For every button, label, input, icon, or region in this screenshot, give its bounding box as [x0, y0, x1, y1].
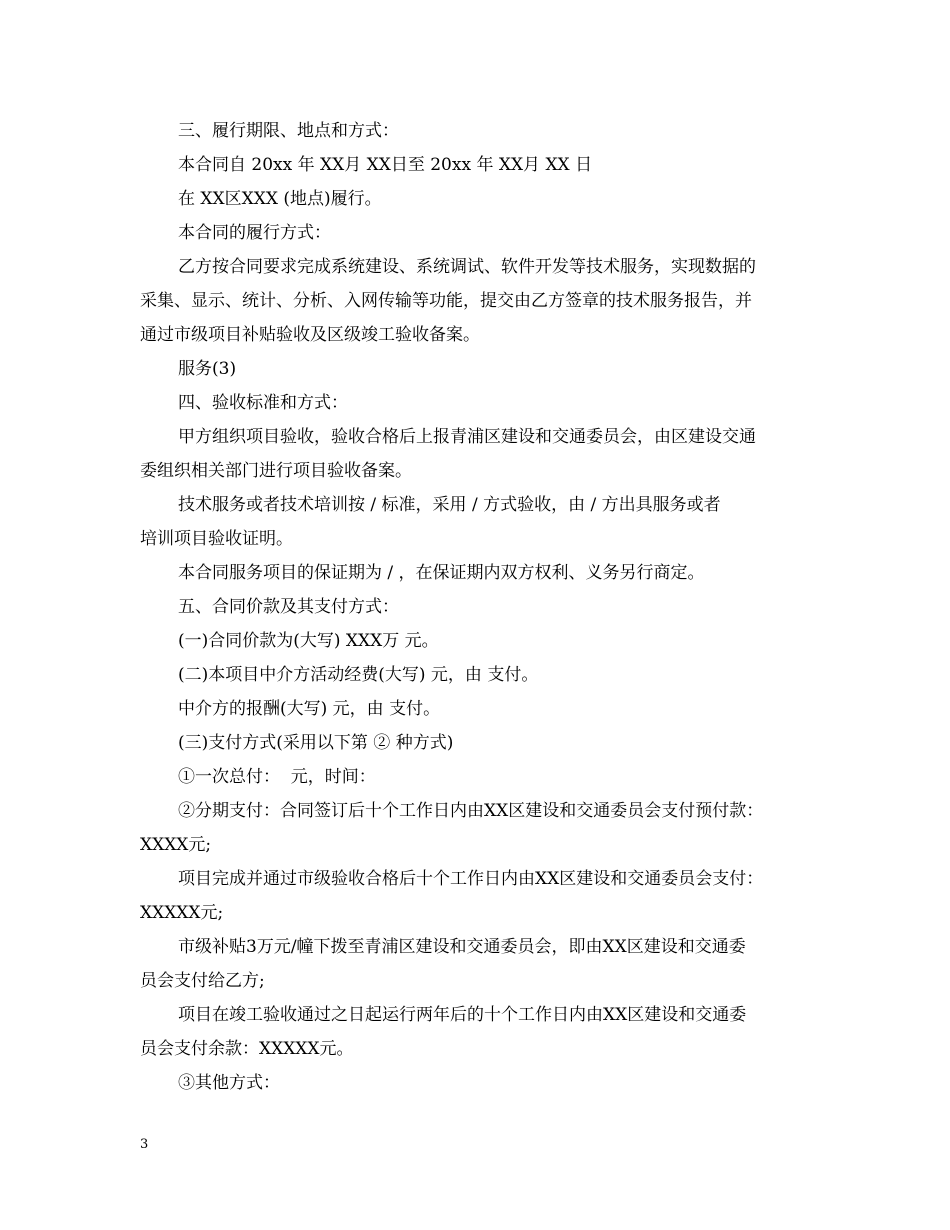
paragraph — [140, 794, 815, 862]
paragraph-line: 在 XX区XXX (地点)履行。 — [178, 189, 382, 209]
paragraph — [140, 488, 815, 556]
paragraph — [140, 862, 815, 930]
paragraph — [140, 726, 815, 760]
paragraph-line: 乙方按合同要求完成系统建设、系统调试、软件开发等技术服务，实现数据的 — [178, 257, 756, 277]
paragraph-line: 中介方的报酬(大写) 元，由 支付。 — [178, 699, 441, 719]
paragraph-line: 项目完成并通过市级验收合格后十个工作日内由XX区建设和交通委员会支付： — [178, 869, 764, 889]
paragraph-line: 员会支付给乙方; — [140, 971, 265, 991]
paragraph-line: ③其他方式： — [178, 1073, 280, 1093]
paragraph — [140, 624, 815, 658]
paragraph — [140, 250, 815, 352]
paragraph-line: 四、验收标准和方式： — [178, 393, 348, 413]
paragraph — [140, 386, 815, 420]
paragraph — [140, 556, 815, 590]
paragraph-line: 本合同的履行方式： — [178, 223, 331, 243]
paragraph-line: 三、履行期限、地点和方式： — [178, 121, 399, 141]
paragraph-line: 培训项目验收证明。 — [140, 529, 293, 549]
paragraph — [140, 1066, 815, 1100]
paragraph-line: 市级补贴3万元/幢下拨至青浦区建设和交通委员会，即由XX区建设和交通委 — [178, 937, 746, 957]
paragraph — [140, 420, 815, 488]
paragraph-line: 服务(3) — [178, 359, 237, 379]
paragraph — [140, 114, 815, 148]
paragraph-line: 五、合同价款及其支付方式： — [178, 597, 399, 617]
paragraph — [140, 760, 815, 794]
paragraph — [140, 352, 815, 386]
paragraph-line: 委组织相关部门进行项目验收备案。 — [140, 461, 412, 481]
paragraph-line: XXXX元; — [140, 835, 212, 855]
paragraph — [140, 216, 815, 250]
paragraph-line: ②分期支付：合同签订后十个工作日内由XX区建设和交通委员会支付预付款： — [178, 801, 764, 821]
paragraph — [140, 998, 815, 1066]
paragraph-line: 通过市级项目补贴验收及区级竣工验收备案。 — [140, 325, 480, 345]
paragraph-line: 甲方组织项目验收，验收合格后上报青浦区建设和交通委员会，由区建设交通 — [178, 427, 756, 447]
paragraph — [140, 148, 815, 182]
paragraph-line: (一)合同价款为(大写) XXX万 元。 — [178, 631, 439, 651]
paragraph-line: 员会支付余款：XXXXX元。 — [140, 1039, 354, 1059]
paragraph — [140, 590, 815, 624]
document-body — [140, 114, 815, 1100]
paragraph — [140, 182, 815, 216]
paragraph-line: 采集、显示、统计、分析、入网传输等功能，提交由乙方签章的技术服务报告，并 — [140, 291, 752, 311]
paragraph-line: ①一次总付： 元，时间： — [178, 767, 376, 787]
paragraph-line: 项目在竣工验收通过之日起运行两年后的十个工作日内由XX区建设和交通委 — [178, 1005, 747, 1025]
paragraph-line: 技术服务或者技术培训按 / 标准，采用 / 方式验收，由 / 方出具服务或者 — [178, 495, 721, 515]
paragraph-line: 本合同服务项目的保证期为 / ，在保证期内双方权利、义务另行商定。 — [178, 563, 705, 583]
paragraph — [140, 930, 815, 998]
paragraph-line: XXXXX元; — [140, 903, 224, 923]
paragraph-line: 本合同自 20xx 年 XX月 XX日至 20xx 年 XX月 XX 日 — [178, 155, 593, 175]
paragraph-line: (三)支付方式(采用以下第 ② 种方式) — [178, 733, 454, 753]
paragraph-line: (二)本项目中介方活动经费(大写) 元，由 支付。 — [178, 665, 539, 685]
paragraph — [140, 692, 815, 726]
page-number: 3 — [140, 1137, 149, 1152]
paragraph — [140, 658, 815, 692]
